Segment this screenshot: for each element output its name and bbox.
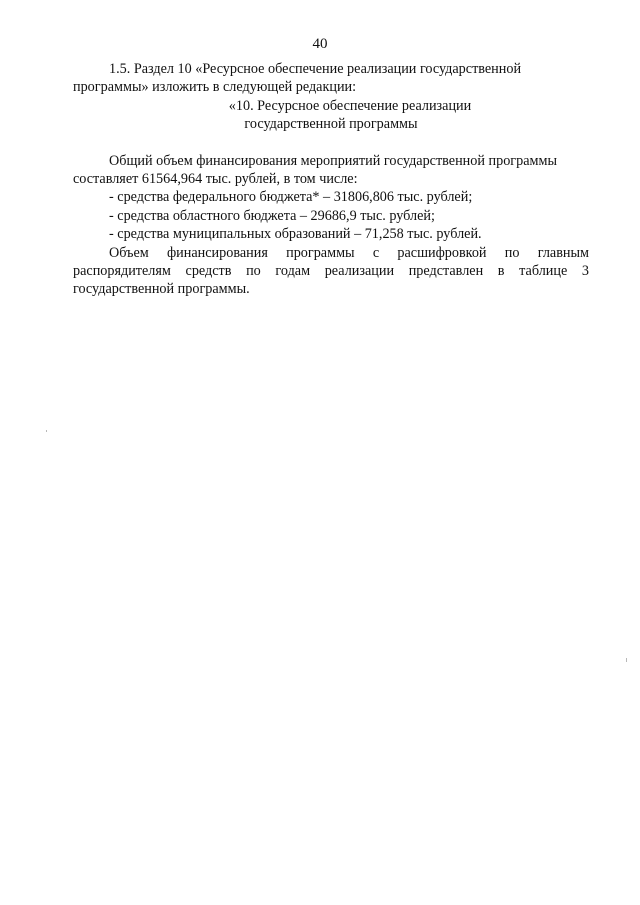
funding-summary-line-1: Общий объем финансирования мероприятий государственной программы [109, 152, 557, 169]
funding-summary-line-2: составляет 61564,964 тыс. рублей, в том числе: [73, 171, 358, 188]
funding-item-federal: - средства федерального бюджета* – 31806,806 тыс. рублей; [109, 189, 473, 206]
paragraph-gap [73, 134, 589, 152]
section-heading-line-2: государственной программы [244, 116, 418, 133]
amendment-intro [73, 60, 589, 97]
scan-mark-right [626, 658, 627, 662]
closing-paragraph: Объем финансирования программы с расшифровкой по главным распорядителям средств по годам реализации представлен в таблице 3 государственной программы. [73, 244, 589, 298]
funding-item-municipal: - средства муниципальных образований – 71,258 тыс. рублей. [109, 226, 482, 243]
amendment-intro-line-1: 1.5. Раздел 10 «Ресурсное обеспечение реализации государственной [109, 61, 522, 77]
scan-mark-left [46, 430, 47, 432]
funding-item-regional: - средства областного бюджета – 29686,9 тыс. рублей; [109, 207, 435, 224]
section-heading-line-1: «10. Ресурсное обеспечение реализации [228, 97, 472, 114]
amendment-intro-line-2: программы» изложить в следующей редакции: [73, 79, 357, 96]
funding-summary [73, 152, 589, 189]
page-number: 40 [312, 36, 328, 52]
document-content [73, 60, 589, 299]
